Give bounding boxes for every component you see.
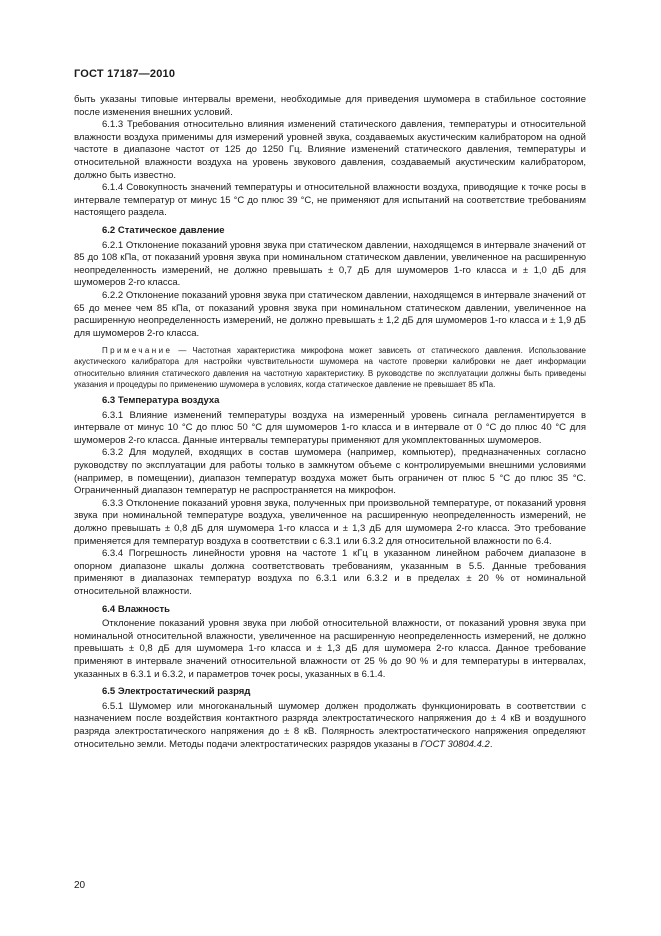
paragraph-6-3-2: 6.3.2 Для модулей, входящих в состав шумомера (например, компьютер), предназначенных согласно руководству по эксплуатации для работы только в замкнутом объеме с контролируемыми внешними условиями (например, в помещении), диапазон температур воздуха может быть ограничен от плюс 5 °С до плюс 35 °С. Ограниченный диапазон температур не распространяется на микрофон. bbox=[74, 447, 586, 497]
paragraph-6-3-1: 6.3.1 Влияние изменений температуры воздуха на измеренный уровень сигнала регламентируется в интервале от минус 10 °С до плюс 50 °С для шумомеров 1-го класса и в интервале от 0 °С до плюс 40 °С для шумомеров 2-го класса. Данные интервалы температуры применяют для укомплектованных шумомеров. bbox=[74, 409, 586, 446]
standard-reference: ГОСТ 30804.4.2 bbox=[420, 738, 490, 750]
document-body bbox=[74, 94, 586, 751]
paragraph-6-3-3: 6.3.3 Отклонение показаний уровня звука, полученных при произвольной температуре, от показаний уровня звука при номинальной температуре воздуха, увеличенное на расширенную неопределенность измерений, не должно превышать ± 0,8 дБ для шумомера 1-го класса и ± 1,3 дБ для шумомера 2-го класса. Это требование применяется для температур воздуха в соответствии с 6.3.1 или 6.3.2 для относительной влажности по 6.4. bbox=[74, 497, 586, 547]
document-header: ГОСТ 17187—2010 bbox=[74, 68, 176, 80]
paragraph-6-1-4: 6.1.4 Совокупность значений температуры и относительной влажности воздуха, приводящие к точке росы в интервале температур от минус 15 °С до плюс 39 °С, не применяют для испытаний на соответствие требованиям настоящего раздела. bbox=[74, 182, 586, 219]
paragraph-6-5-1 bbox=[74, 701, 586, 751]
paragraph-6-1-3: 6.1.3 Требования относительно влияния изменений статического давления, температуры и относительной влажности воздуха применимы для измерений уровней звука, создаваемых акустическим калибратором на одной частоте в диапазоне частот от 125 до 1250 Гц. Влияние изменений статического давления, температуры и относительной влажности воздуха на уровень звукового давления, создаваемый акустическим калибратором, должно быть известно. bbox=[74, 119, 586, 181]
paragraph-6-5-1-end: . bbox=[489, 738, 493, 750]
paragraph-intro: быть указаны типовые интервалы времени, необходимые для приведения шумомера в стабильное состояние после изменения внешних условий. bbox=[74, 94, 586, 118]
paragraph-6-4: Отклонение показаний уровня звука при любой относительной влажности, от показаний уровня звука при номинальной относительной влажности, увеличенное на расширенную неопределенность измерений, не должно превышать ± 0,8 дБ для шумомера 1-го класса и ± 1,3 дБ для шумомера 2-го класса. Данное требование применяют в интервале значений относительной влажности от 25 % до 90 % и для температуры в интервалах, указанных в 6.3.1 и 6.3.2, и параметров точек росы, указанных в 6.1.4. bbox=[74, 618, 586, 680]
paragraph-6-2-2: 6.2.2 Отклонение показаний уровня звука при статическом давлении, находящемся в интервале значений от 65 до менее чем 85 кПа, от показаний уровня звука при номинальном статическом давлении, увеличенное на расширенную неопределенность измерений, не должно превышать ± 1,2 дБ для шумомеров 1-го класса и ± 1,9 дБ для шумомеров 2-го класса. bbox=[74, 289, 586, 339]
paragraph-6-3-4: 6.3.4 Погрешность линейности уровня на частоте 1 кГц в указанном линейном рабочем диапазоне в опорном диапазоне шкалы должна соответствовать требованиям, указанным в 5.5. Данные требования применяют в диапазонах температур воздуха по 6.3.1 или 6.3.2 и в пределах ± 20 % от номинальной относительной влажности. bbox=[74, 548, 586, 597]
paragraph-6-2-1: 6.2.1 Отклонение показаний уровня звука при статическом давлении, находящемся в интервале значений от 85 до 108 кПа, от показаний уровня звука при номинальном статическом давлении, увеличенное на расширенную неопределенность измерений, не должно превышать ± 0,7 дБ для шумомеров 1-го класса и ± 1,0 дБ для шумомеров 2-го класса. bbox=[74, 239, 586, 289]
section-heading-6-5: 6.5 Электростатический разряд bbox=[102, 686, 251, 698]
section-heading-6-4: 6.4 Влажность bbox=[102, 603, 170, 615]
note-text: — Частотная характеристика микрофона может зависеть от статического давления. Использование акустического калибратора для настройки чувствительности шумомера на частоте проверки калибровки не дает информации относительно влияния статического давления на частотную характеристику. В руководстве по эксплуатации должны быть приведены указания и процедуры по применению шумомера в условиях, когда статическое давление не превышает 85 кПа. bbox=[74, 346, 586, 389]
section-heading-6-3: 6.3 Температура воздуха bbox=[102, 395, 220, 407]
section-heading-6-2: 6.2 Статическое давление bbox=[102, 224, 225, 236]
note-label: Примечание bbox=[102, 346, 173, 356]
note-static-pressure bbox=[74, 345, 586, 390]
page-number: 20 bbox=[74, 880, 86, 891]
paragraph-6-5-1-text: 6.5.1 Шумомер или многоканальный шумомер должен продолжать функционировать в соответствии с назначением после воздействия контактного разряда электростатического напряжения до ± 4 кВ и воздушного разряда электростатического напряжения до ± 8 кВ. Полярность электростатического напряжения определяют относительно земли. Методы подачи электростатических разрядов указаны в bbox=[74, 700, 586, 750]
